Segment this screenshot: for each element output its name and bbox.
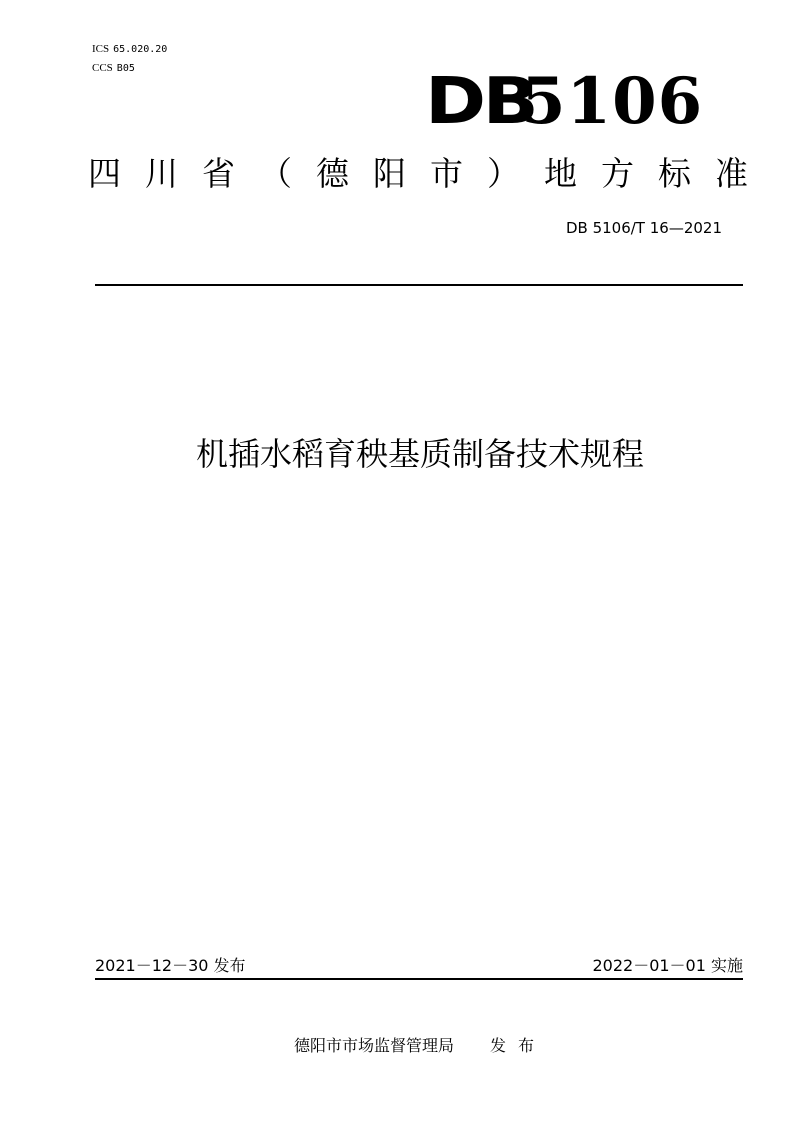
issue-date: 2021－12－30 发布 <box>95 956 246 975</box>
standard-name <box>88 150 748 198</box>
publish-label: 发布 <box>490 1036 547 1055</box>
document-title: 机插水稻育秧基质制备技术规程 <box>195 435 644 473</box>
ics-line <box>92 40 167 59</box>
dates-row <box>95 954 743 978</box>
ics-label: ICS <box>92 43 110 55</box>
standard-name-char: 川 <box>145 154 178 193</box>
standard-name-char: 阳 <box>373 154 406 193</box>
db-logo <box>425 66 703 138</box>
standard-name-char: ） <box>487 154 520 193</box>
standard-code: DB 5106/T 16—2021 <box>565 219 722 237</box>
standard-name-char: 市 <box>430 154 463 193</box>
classification-block <box>92 40 167 78</box>
ccs-label: CCS <box>92 62 113 74</box>
standard-name-char: 省 <box>202 154 235 193</box>
ccs-value: B05 <box>116 63 135 74</box>
bottom-rule <box>95 978 743 980</box>
issuer-name: 德阳市市场监督管理局 <box>293 1036 454 1055</box>
db-mark: DB <box>425 65 536 139</box>
effective-date: 2022－01－01 实施 <box>592 956 743 975</box>
ccs-line <box>92 59 167 78</box>
top-rule <box>95 284 743 286</box>
standard-name-char: 标 <box>658 154 691 193</box>
ics-value: 65.020.20 <box>113 44 168 55</box>
standard-name-char: （ <box>259 154 292 193</box>
issuer-line <box>0 1034 800 1058</box>
db-number: 5106 <box>521 64 704 139</box>
standard-name-char: 方 <box>601 154 634 193</box>
standard-name-char: 四 <box>88 154 121 193</box>
standard-name-char: 德 <box>316 154 349 193</box>
standard-name-char: 准 <box>715 154 748 193</box>
standard-name-char: 地 <box>544 154 577 193</box>
